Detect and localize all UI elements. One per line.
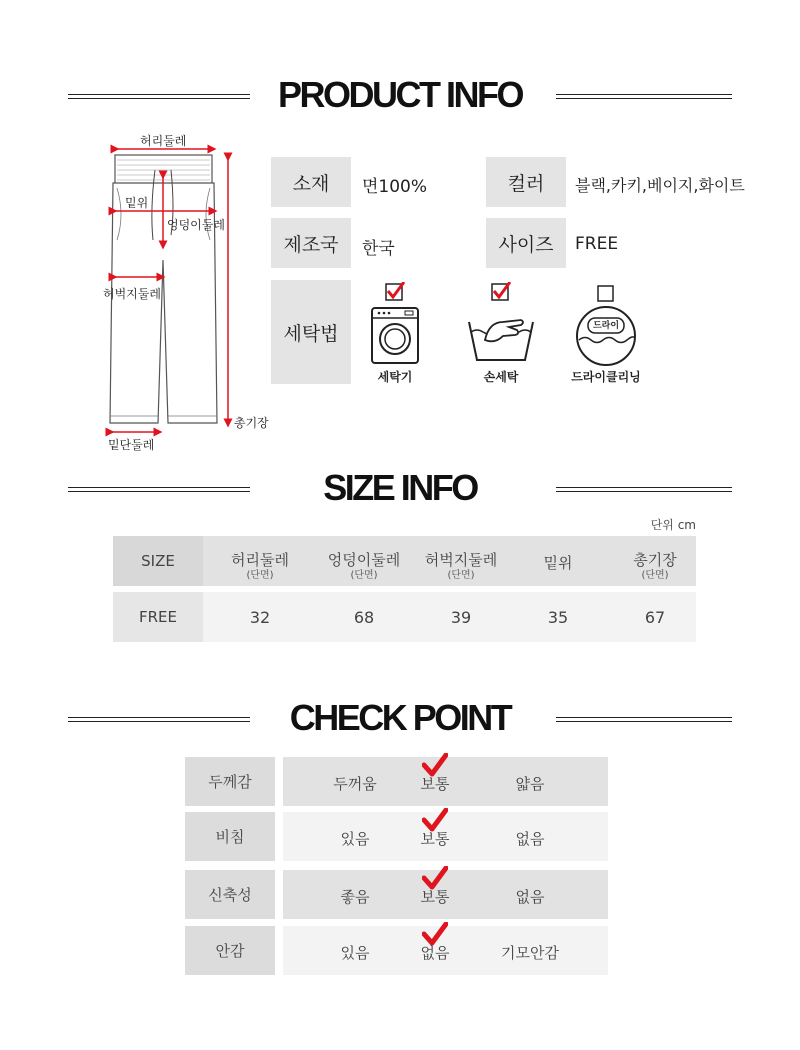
- size-row-label: FREE: [113, 592, 203, 642]
- check-point-option: 얇음: [515, 775, 545, 793]
- size-col-hip: [319, 549, 409, 582]
- check-point-option: 보통: [420, 888, 450, 906]
- color-label: 컬러: [486, 157, 566, 207]
- size-header-label: SIZE: [113, 536, 203, 586]
- dry-badge: 드라이: [592, 321, 620, 331]
- check-point-option: 두꺼움: [333, 775, 377, 793]
- check-point-option: 좋음: [340, 888, 370, 906]
- check-point-row: [283, 757, 608, 806]
- column-name: 총기장: [633, 551, 677, 569]
- column-sub: (단면): [350, 570, 378, 581]
- check-point-label: 비침: [185, 812, 275, 861]
- column-sub: (단면): [641, 570, 669, 581]
- check-point-option: 없음: [420, 944, 450, 962]
- wash-label: 세탁법: [271, 280, 351, 384]
- wash-option-hand: [463, 282, 539, 385]
- checkbox-empty-icon: [598, 286, 613, 301]
- column-name: 허벅지둘레: [424, 551, 498, 569]
- size-col-length: [610, 549, 700, 582]
- selected-check-icon: [422, 808, 448, 832]
- divider-line: [68, 717, 250, 722]
- size-value-thigh: 39: [450, 608, 472, 627]
- rise-label: 밑위: [125, 196, 149, 210]
- size-value-hip: 68: [353, 608, 375, 627]
- check-point-option: 있음: [340, 944, 370, 962]
- size-col-waist: [215, 549, 305, 582]
- divider-line: [68, 94, 250, 99]
- length-label: 총기장: [234, 416, 269, 430]
- size-value: FREE: [575, 234, 619, 254]
- color-value: 블랙,카키,베이지,화이트: [575, 176, 745, 195]
- check-point-row: [283, 812, 608, 861]
- material-value: 면100%: [362, 177, 428, 197]
- wash-option-machine: [360, 282, 430, 385]
- selected-check-icon: [422, 866, 448, 890]
- selected-check-icon: [422, 922, 448, 946]
- thigh-label: 허벅지둘레: [103, 287, 161, 301]
- column-name: 밑위: [543, 554, 573, 572]
- column-name: 허리둘레: [231, 551, 289, 569]
- divider-line: [556, 94, 732, 99]
- column-sub: (단면): [246, 570, 274, 581]
- check-point-option: 보통: [420, 775, 450, 793]
- column-sub: (단면): [447, 570, 475, 581]
- product-info-heading: [0, 74, 800, 116]
- size-label: 사이즈: [486, 218, 566, 268]
- size-value-length: 67: [644, 608, 666, 627]
- material-label: 소재: [271, 157, 351, 207]
- hand-wash-icon: [463, 282, 539, 368]
- check-point-row: [283, 870, 608, 919]
- size-value-rise: 35: [547, 608, 569, 627]
- check-point-option: 기모안감: [501, 944, 559, 962]
- section-title: SIZE INFO: [323, 467, 477, 508]
- waist-label: 허리둘레: [140, 134, 187, 148]
- divider-line: [556, 487, 732, 492]
- washing-machine-icon: [360, 282, 430, 368]
- check-point-option: 보통: [420, 830, 450, 848]
- check-point-row: [283, 926, 608, 975]
- check-point-label: 신축성: [185, 870, 275, 919]
- wash-option-dry-clean: [563, 282, 649, 385]
- size-col-thigh: [416, 549, 506, 582]
- unit-note: 단위 cm: [650, 518, 696, 532]
- column-name: 엉덩이둘레: [327, 551, 401, 569]
- check-point-option: 있음: [340, 830, 370, 848]
- origin-value: 한국: [362, 239, 395, 259]
- wash-caption: 손세탁: [483, 370, 519, 384]
- wash-caption: 세탁기: [377, 370, 413, 384]
- pants-measurement-diagram: [95, 120, 285, 460]
- check-point-heading: [0, 697, 800, 739]
- divider-line: [68, 487, 250, 492]
- size-col-rise: [513, 552, 603, 573]
- hem-label: 밑단둘레: [108, 438, 155, 452]
- origin-label: 제조국: [271, 218, 351, 268]
- wash-caption: 드라이클리닝: [571, 370, 641, 384]
- size-value-waist: 32: [249, 608, 271, 627]
- divider-line: [556, 717, 732, 722]
- section-title: PRODUCT INFO: [278, 74, 522, 115]
- section-title: CHECK POINT: [289, 697, 511, 738]
- check-point-option: 없음: [515, 830, 545, 848]
- hip-label: 엉덩이둘레: [167, 218, 225, 232]
- size-info-heading: [0, 467, 800, 509]
- selected-check-icon: [422, 753, 448, 777]
- check-point-label: 안감: [185, 926, 275, 975]
- check-point-option: 없음: [515, 888, 545, 906]
- check-point-label: 두께감: [185, 757, 275, 806]
